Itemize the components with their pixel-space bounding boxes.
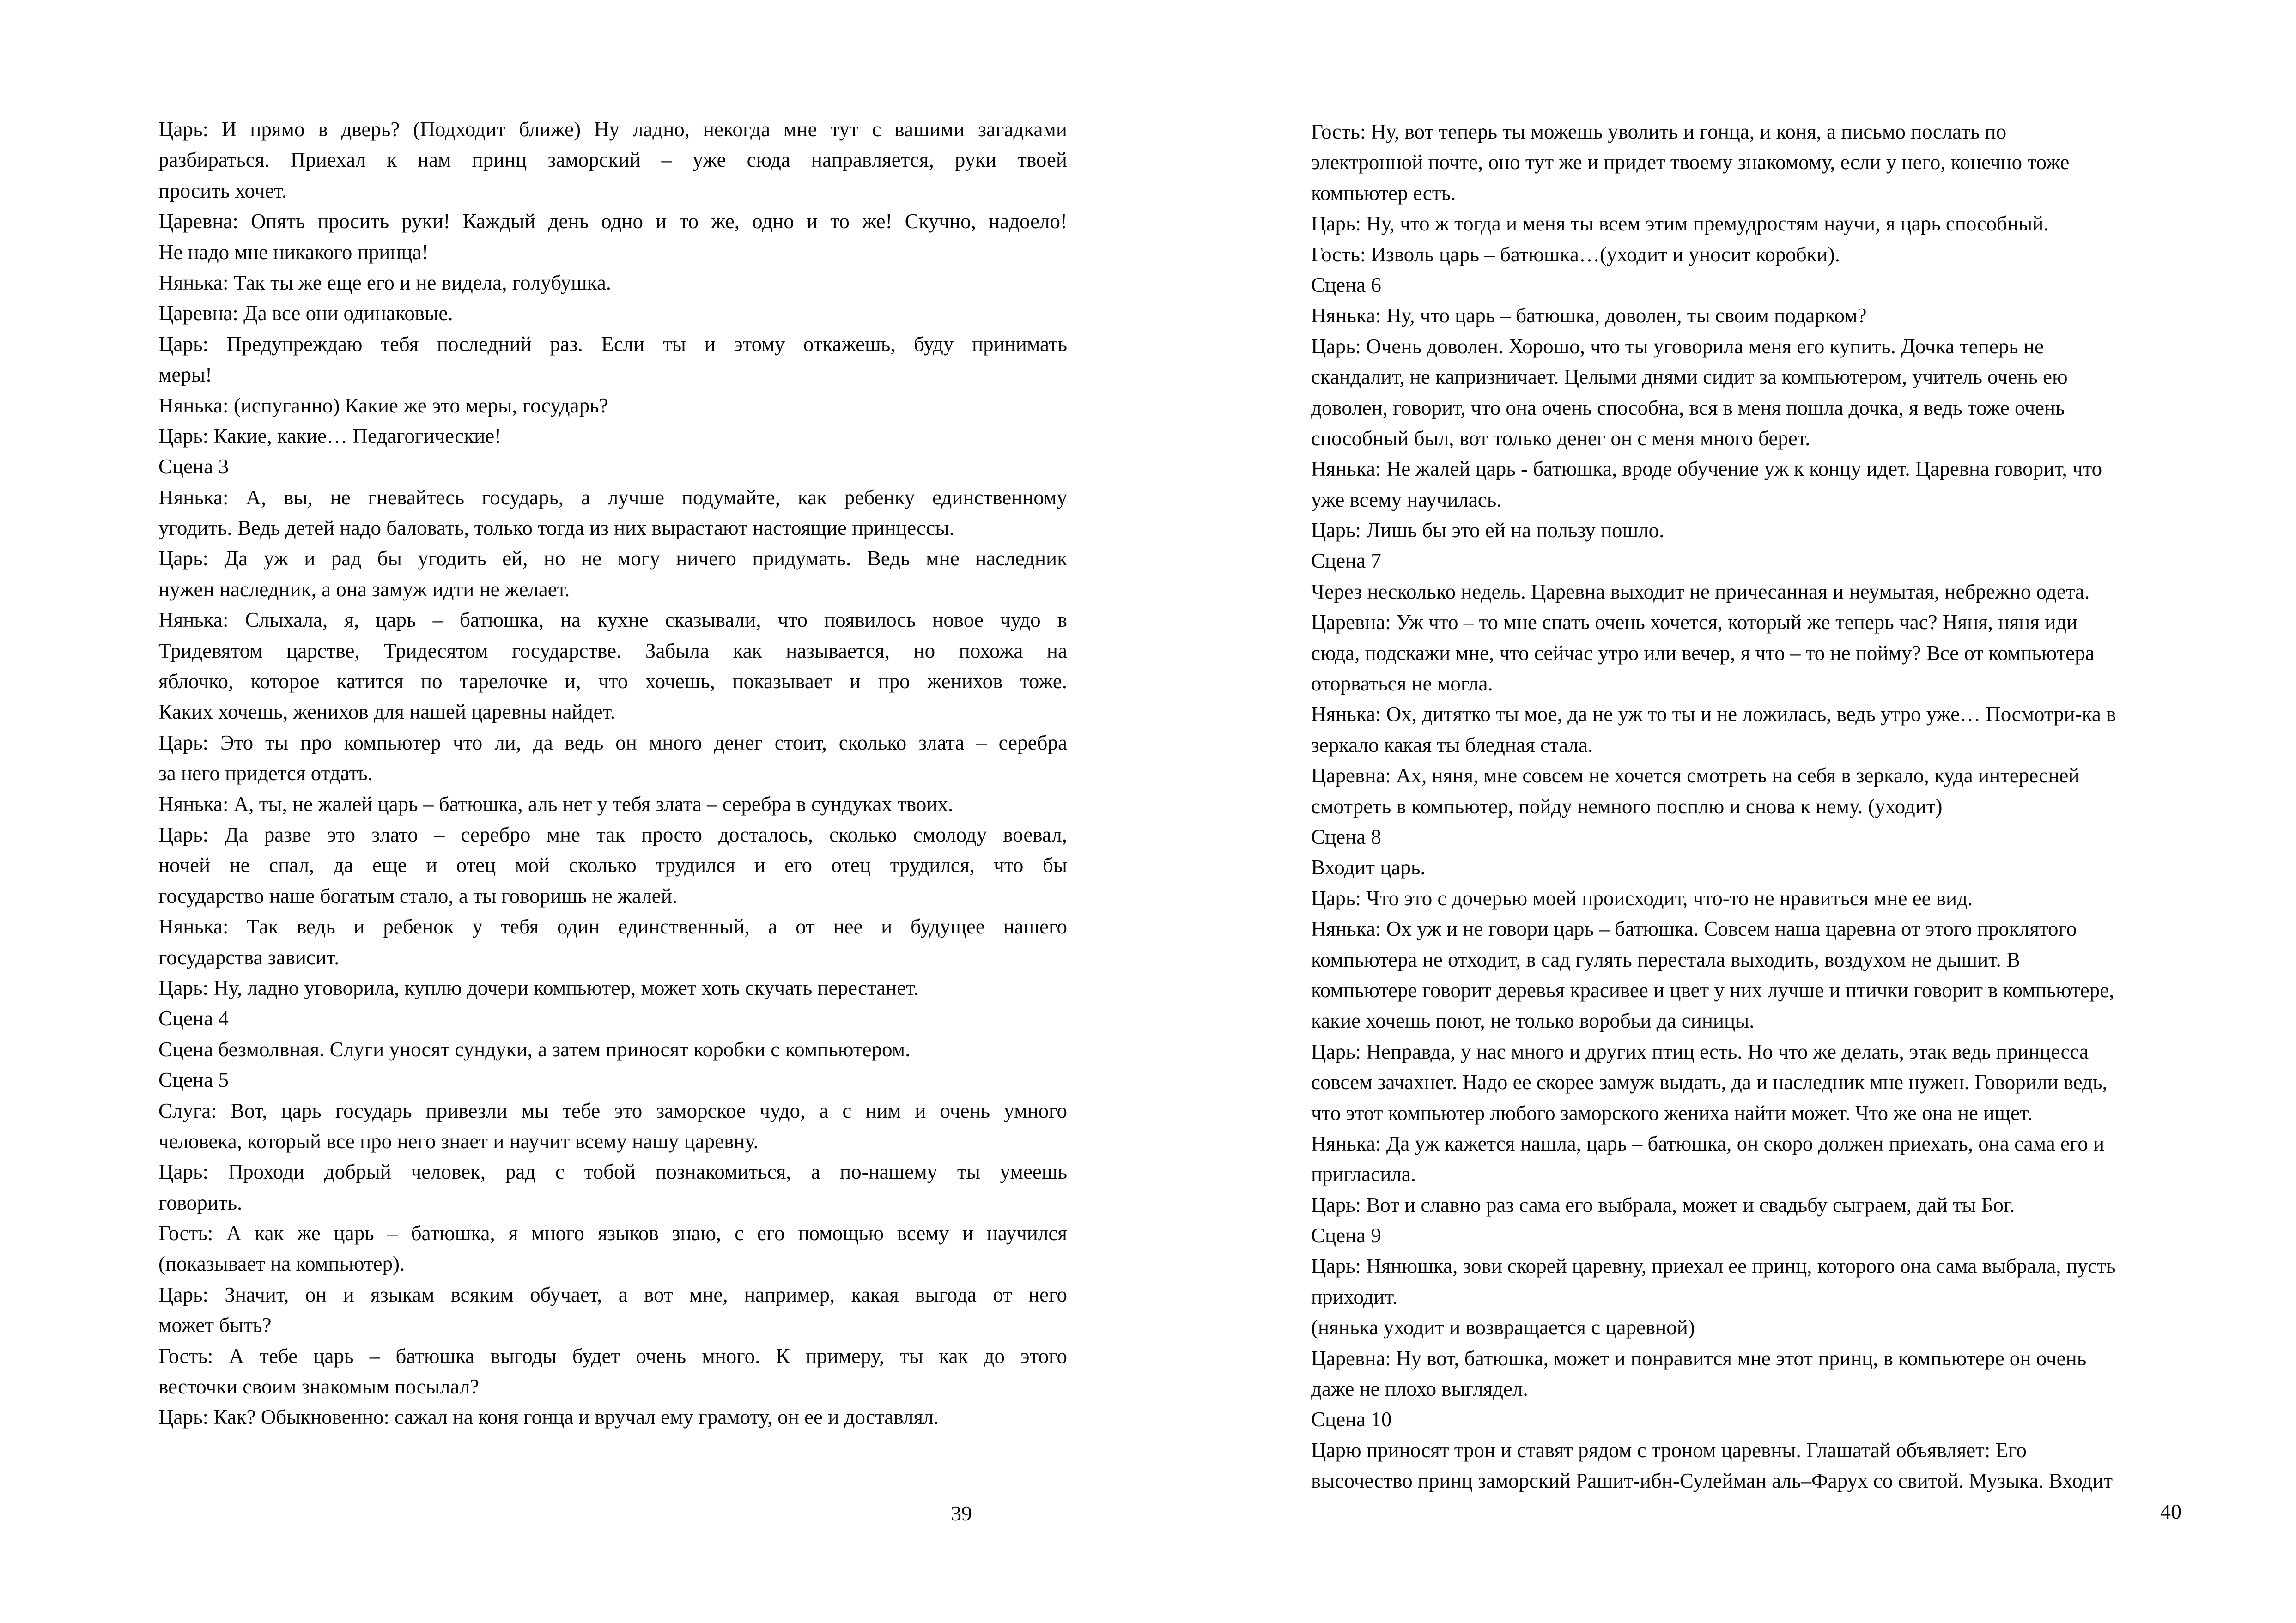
text-line: Гость: Ну, вот теперь ты можешь уволить и гонца, и коня, а письмо послать по: [1311, 120, 2007, 143]
text-line: способный был, вот только денег он с меня много берет.: [1311, 426, 1810, 450]
text-line: Нянька: А, вы, не гневайтесь государь, а лучше подумайте, как ребенку единственному: [158, 485, 1067, 509]
text-line: Каких хочешь, женихов для нашей царевны найдет.: [158, 700, 616, 724]
text-line: компьютер есть.: [1311, 181, 1456, 205]
text-line: Царь: Как? Обыкновенно: сажал на коня гонца и вручал ему грамоту, он ее и доставлял.: [158, 1405, 939, 1429]
text-line: высочество принц заморский Рашит-ибн-Сулейман аль–Фарух со свитой. Музыка. Входит: [1311, 1469, 2113, 1493]
text-line: зеркало какая ты бледная стала.: [1311, 733, 1593, 757]
text-line: Царь: Лишь бы это ей на пользу пошло.: [1311, 519, 1664, 542]
text-line: Нянька: Да уж кажется нашла, царь – батюшка, он скоро должен приехать, она сама его и: [1311, 1132, 2105, 1155]
text-line: (нянька уходит и возвращается с царевной): [1311, 1316, 1695, 1339]
text-line: Царь: Это ты про компьютер что ли, да ведь он много денег стоит, сколько злата – серебра: [158, 731, 1067, 754]
text-line: яблочко, которое катится по тарелочке и, что хочешь, показывает и про женихов тоже.: [158, 670, 1067, 693]
text-line: Входит царь.: [1311, 856, 1426, 879]
text-line: Царю приносят трон и ставят рядом с троном царевны. Глашатай объявляет: Его: [1311, 1438, 2027, 1462]
page-40-text-column: [1311, 116, 2220, 1496]
text-line: Сцена 10: [1311, 1408, 1392, 1431]
text-line: Царь: Что это с дочерью моей происходит, что-то не нравиться мне ее вид.: [1311, 886, 1973, 910]
text-line: человека, который все про него знает и научит всему нашу царевну.: [158, 1129, 759, 1153]
text-line: даже не плохо выглядел.: [1311, 1377, 1528, 1401]
text-line: (показывает на компьютер).: [158, 1252, 405, 1276]
text-line: Царевна: Уж что – то мне спать очень хочется, который же теперь час? Няня, няня иди: [1311, 611, 2078, 634]
text-line: Нянька: Ох, дитятко ты мое, да не уж то ты и не ложилась, ведь утро уже… Посмотри-ка в: [1311, 702, 2116, 726]
text-line: Царевна: Да все они одинаковые.: [158, 302, 453, 325]
text-line: разбираться. Приехал к нам принц заморский – уже сюда направляется, руки твоей: [158, 148, 1067, 172]
text-line: Царь: Ну, ладно уговорила, куплю дочери компьютер, может хоть скучать перестанет.: [158, 976, 919, 999]
text-line: ночей не спал, да еще и отец мой сколько трудился и его отец трудился, что бы: [158, 854, 1067, 877]
text-line: за него придется отдать.: [158, 762, 373, 785]
text-line: Нянька: (испуганно) Какие же это меры, государь?: [158, 394, 608, 417]
text-line: Через несколько недель. Царевна выходит не причесанная и неумытая, небрежно одета.: [1311, 580, 2090, 603]
text-line: Нянька: Слыхала, я, царь – батюшка, на кухне сказывали, что появилось новое чудо в: [158, 608, 1067, 632]
text-line: Царь: Нянюшка, зови скорей царевну, приехал ее принц, которого она сама выбрала, пусть: [1311, 1254, 2116, 1278]
text-line: скандалит, не капризничает. Целыми днями сидит за компьютером, учитель очень ею: [1311, 365, 2068, 389]
text-line: Царь: Предупреждаю тебя последний раз. Если ты и этому откажешь, буду принимать: [158, 332, 1067, 356]
text-line: Не надо мне никакого принца!: [158, 240, 429, 264]
text-line: электронной почте, оно тут же и придет твоему знакомому, если у него, конечно тоже: [1311, 151, 2070, 174]
text-line: Сцена 5: [158, 1068, 229, 1092]
text-line: смотреть в компьютер, пойду немного посплю и снова к нему. (уходит): [1311, 794, 1943, 818]
text-line: Царь: Да уж и рад бы угодить ей, но не могу ничего придумать. Ведь мне наследник: [158, 547, 1067, 570]
text-line: уже всему научилась.: [1311, 488, 1502, 511]
text-line: Тридевятом царстве, Тридесятом государстве. Забыла как называется, но похожа на: [158, 639, 1067, 662]
text-line: Сцена 8: [1311, 825, 1381, 848]
text-line: Царь: Очень доволен. Хорошо, что ты уговорила меня его купить. Дочка теперь не: [1311, 334, 2044, 358]
text-line: доволен, говорит, что она очень способна, вся в меня пошла дочка, я ведь тоже очень: [1311, 396, 2065, 419]
text-line: Царь: Неправда, у нас много и других птиц есть. Но что же делать, этак ведь принцесса: [1311, 1040, 2089, 1063]
text-line: угодить. Ведь детей надо баловать, только тогда из них вырастают настоящие принцессы.: [158, 516, 954, 540]
text-line: что этот компьютер любого заморского жениха найти может. Что же она не ищет.: [1311, 1101, 2033, 1125]
text-line: говорить.: [158, 1191, 243, 1214]
text-line: Царь: И прямо в дверь? (Подходит ближе) Ну ладно, некогда мне тут с вашими загадками: [158, 118, 1067, 141]
text-line: Царь: Ну, что ж тогда и меня ты всем этим премудростям научи, я царь способный.: [1311, 212, 2049, 236]
text-line: меры!: [158, 363, 213, 387]
text-line: оторваться не могла.: [1311, 672, 1493, 696]
text-line: Нянька: Так ведь и ребенок у тебя один единственный, а от нее и будущее нашего: [158, 915, 1067, 939]
text-line: компьютера не отходит, в сад гулять перестала выходить, воздухом не дышит. В: [1311, 948, 2020, 971]
text-line: Гость: Изволь царь – батюшка…(уходит и уносит коробки).: [1311, 242, 1840, 266]
text-line: Царевна: Опять просить руки! Каждый день одно и то же, одно и то же! Скучно, надоело!: [158, 210, 1067, 233]
text-line: Нянька: Не жалей царь - батюшка, вроде обучение уж к концу идет. Царевна говорит, что: [1311, 457, 2102, 481]
text-line: Царь: Проходи добрый человек, рад с тобой познакомиться, а по-нашему ты умеешь: [158, 1160, 1067, 1184]
text-line: Царь: Какие, какие… Педагогические!: [158, 424, 502, 448]
text-line: просить хочет.: [158, 179, 287, 202]
text-line: Сцена 9: [1311, 1224, 1381, 1248]
text-line: Гость: А как же царь – батюшка, я много языков знаю, с его помощью всему и научился: [158, 1222, 1067, 1245]
text-line: Слуга: Вот, царь государь привезли мы тебе это заморское чудо, а с ним и очень умного: [158, 1099, 1067, 1122]
text-line: Царь: Вот и славно раз сама его выбрала, может и свадьбу сыграем, дай ты Бог.: [1311, 1193, 2015, 1217]
text-line: какие хочешь поют, не только воробьи да синицы.: [1311, 1009, 1755, 1033]
text-line: Гость: А тебе царь – батюшка выгоды будет очень много. К примеру, ты как до этого: [158, 1344, 1067, 1368]
text-line: Сцена безмолвная. Слуги уносят сундуки, а затем приносят коробки с компьютером.: [158, 1037, 911, 1061]
text-line: Нянька: Ну, что царь – батюшка, доволен, ты своим подарком?: [1311, 304, 1867, 327]
text-line: Нянька: А, ты, не жалей царь – батюшка, аль нет у тебя злата – серебра в сундуках твоих.: [158, 792, 954, 816]
text-line: Царевна: Ах, няня, мне совсем не хочется смотреть на себя в зеркало, куда интересней: [1311, 764, 2080, 787]
text-line: Сцена 7: [1311, 549, 1381, 573]
text-line: нужен наследник, а она замуж идти не желает.: [158, 577, 570, 601]
text-line: сюда, подскажи мне, что сейчас утро или вечер, я что – то не пойму? Все от компьютера: [1311, 641, 2095, 665]
text-line: Царевна: Ну вот, батюшка, может и понравится мне этот принц, в компьютере он очень: [1311, 1346, 2087, 1370]
text-line: Царь: Да разве это злато – серебро мне так просто досталось, сколько смолоду воевал,: [158, 823, 1067, 846]
page-number-39: 39: [951, 1502, 972, 1525]
text-line: компьютере говорит деревья красивее и цвет у них лучше и птички говорит в компьютере,: [1311, 978, 2114, 1002]
text-line: государство наше богатым стало, а ты говоришь не жалей.: [158, 884, 678, 908]
text-line: Сцена 3: [158, 455, 229, 478]
text-line: государства зависит.: [158, 945, 340, 969]
page-number-40: 40: [2160, 1500, 2181, 1523]
page-39-text-column: [158, 114, 1067, 1433]
text-line: Нянька: Так ты же еще его и не видела, голубушка.: [158, 271, 612, 294]
text-line: совсем зачахнет. Надо ее скорее замуж выдать, да и наследник мне нужен. Говорили ведь,: [1311, 1071, 2108, 1094]
text-line: Сцена 6: [1311, 273, 1381, 297]
text-line: пригласила.: [1311, 1163, 1416, 1186]
text-line: приходит.: [1311, 1285, 1398, 1308]
text-line: может быть?: [158, 1314, 272, 1337]
text-line: Царь: Значит, он и языкам всяким обучает, а вот мне, например, какая выгода от него: [158, 1283, 1067, 1306]
text-line: Нянька: Ох уж и не говори царь – батюшка. Совсем наша царевна от этого проклятого: [1311, 917, 2077, 941]
text-line: весточки своим знакомым посылал?: [158, 1375, 480, 1399]
text-line: Сцена 4: [158, 1007, 229, 1030]
